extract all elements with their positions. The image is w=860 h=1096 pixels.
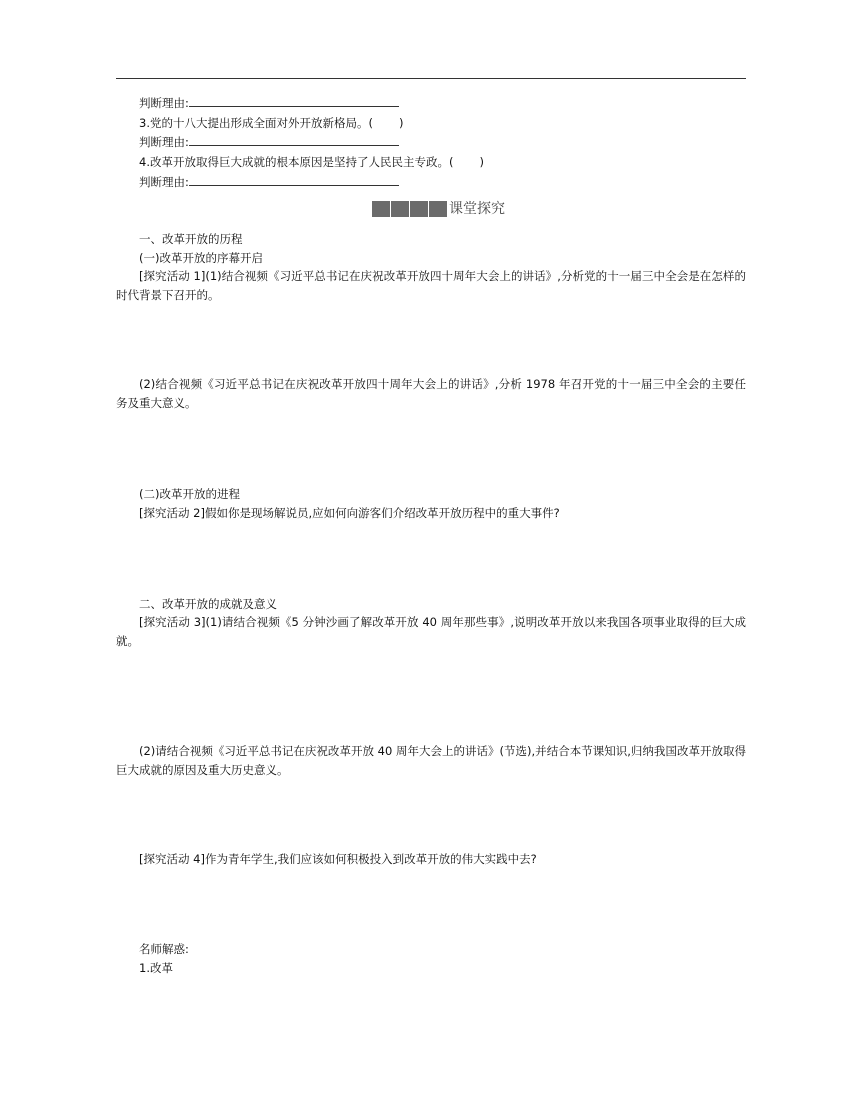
- header-rule: [116, 78, 746, 79]
- question-text: 4.改革开放取得巨大成就的根本原因是坚持了人民民主专政。(: [139, 155, 454, 169]
- reason-label: 判断理由:: [139, 175, 189, 189]
- heading-decoration-blocks: [372, 201, 447, 217]
- activity-2: [探究活动 2]假如你是现场解说员,应如何向游客们介绍改革开放历程中的重大事件?: [139, 506, 560, 520]
- activity-1-question-2: (2)结合视频《习近平总书记在庆祝改革开放四十周年大会上的讲话》,分析 1978 年召开党的十一届三中全会的主要任务及重大意义。: [116, 377, 746, 410]
- activity-4: [探究活动 4]作为青年学生,我们应该如何积极投入到改革开放的伟大实践中去?: [139, 852, 537, 866]
- answer-blank[interactable]: [189, 173, 399, 186]
- section-heading: [372, 199, 505, 219]
- reason-label: 判断理由:: [139, 96, 189, 110]
- answer-blank[interactable]: [189, 133, 399, 146]
- question-close-paren: ): [398, 116, 404, 130]
- reason-line-1: [139, 94, 399, 112]
- activity-1-question-1: [探究活动 1](1)结合视频《习近平总书记在庆祝改革开放四十周年大会上的讲话》,分析党的十一届三中全会是在怎样的时代背景下召开的。: [116, 269, 746, 302]
- activity-3-question-2: (2)请结合视频《习近平总书记在庆祝改革开放 40 周年大会上的讲话》(节选),并结合本节课知识,归纳我国改革开放取得巨大成就的原因及重大历史意义。: [116, 744, 746, 777]
- question-text: 3.党的十八大提出形成全面对外开放新格局。(: [139, 116, 373, 130]
- question-4: [139, 153, 484, 171]
- heading-2: 二、改革开放的成就及意义: [139, 597, 277, 611]
- subheading-1-2: (二)改革开放的进程: [139, 487, 240, 501]
- reason-label: 判断理由:: [139, 135, 189, 149]
- reason-line-2: [139, 133, 399, 151]
- section-title: 课堂探究: [449, 201, 505, 217]
- answer-blank[interactable]: [189, 94, 399, 107]
- subheading-1-1: (一)改革开放的序幕开启: [139, 251, 263, 265]
- teacher-explanation-label: 名师解惑:: [139, 942, 189, 956]
- question-3: [139, 114, 403, 132]
- reason-line-3: [139, 173, 399, 191]
- question-close-paren: ): [479, 155, 484, 169]
- heading-1: 一、改革开放的历程: [139, 232, 243, 246]
- explanation-item-1: 1.改革: [139, 961, 173, 975]
- activity-3-question-1: [探究活动 3](1)请结合视频《5 分钟沙画了解改革开放 40 周年那些事》,说明改革开放以来我国各项事业取得的巨大成就。: [116, 615, 746, 648]
